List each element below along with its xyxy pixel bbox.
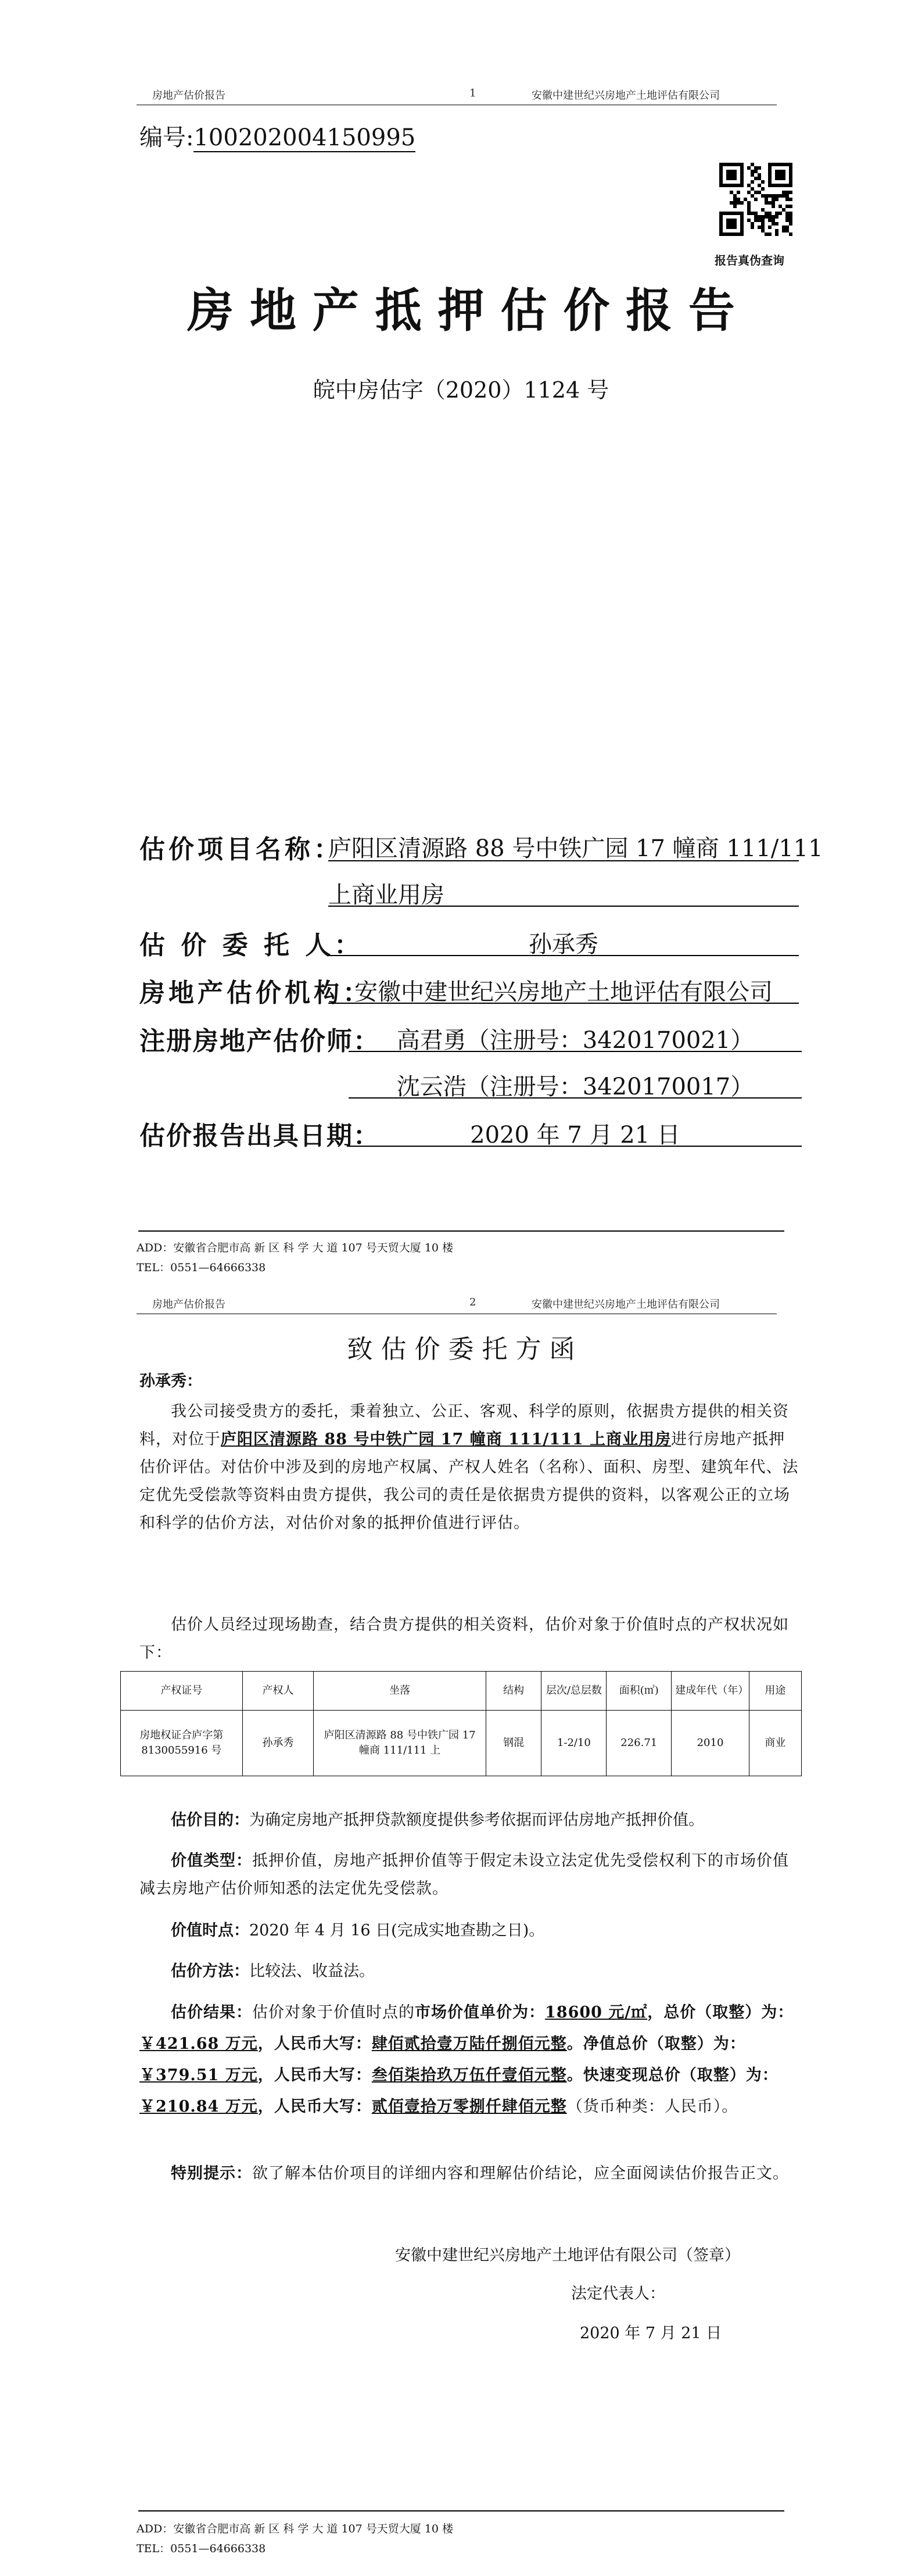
appraiser-2: 沈云浩（注册号：3420170017） [396, 1074, 754, 1100]
value-type-label: 价值类型： [171, 1852, 252, 1870]
col-use: 用途 [749, 1672, 801, 1711]
intro-text-a: 我公司接受贵方的委托，秉着独立、公正、客观、科学的原则，依据贵方提供的相关资料，对位于 [139, 1403, 789, 1448]
property-table [120, 1671, 802, 1776]
project-label: 估价项目名称： [139, 835, 343, 864]
qr-caption: 报告真伪查询 [715, 253, 784, 267]
survey-paragraph: 估价人员经过现场勘查，结合贵方提供的相关资料，估价对象于价值时点的产权状况如下： [139, 1616, 789, 1662]
footer-address: ADD：安徽省合肥市高 新 区 科 学 大 道 107 号天贸大厦 10 楼 [137, 2523, 454, 2535]
col-floor: 层次/总层数 [541, 1672, 607, 1711]
col-year: 建成年代（年） [672, 1672, 749, 1711]
project-underline-2 [328, 906, 799, 907]
project-value-line2: 上商业用房 [328, 882, 444, 908]
appraiser-2-underline [349, 1097, 802, 1099]
signature-representative: 法定代表人： [571, 2285, 665, 2303]
total-price: ￥421.68 万元 [139, 2035, 258, 2053]
table-row [121, 1711, 802, 1776]
col-structure: 结构 [486, 1672, 541, 1711]
appraiser-1: 高君勇（注册号：3420170021） [396, 1027, 754, 1054]
cell-floor: 1-2/10 [541, 1711, 607, 1776]
result-text: ，人民币大写： [257, 2098, 372, 2116]
appraiser-label: 注册房地产估价师： [139, 1026, 380, 1056]
agency-underline [328, 1003, 799, 1004]
unit-price: 18600 元/㎡ [545, 2003, 648, 2022]
total-price-words: 肆佰贰拾壹万陆仟捌佰元整 [371, 2035, 567, 2053]
cell-area: 226.71 [607, 1711, 672, 1776]
date-underline [349, 1146, 802, 1147]
date-value: 2020 年 7 月 21 日 [470, 1122, 680, 1149]
notice-text: 欲了解本估价项目的详细内容和理解估价结论，应全面阅读估价报告正文。 [252, 2164, 789, 2183]
intro-paragraph [139, 1398, 799, 1537]
qr-module [789, 232, 792, 236]
value-type-text: 抵押价值，房地产抵押价值等于假定未设立法定优先受偿权利下的市场价值减去房地产估价师知悉的法定优先受偿款。 [139, 1852, 789, 1898]
result-unit-label: 市场价值单价为： [415, 2003, 545, 2022]
agency-value: 安徽中建世纪兴房地产土地评估有限公司 [354, 979, 773, 1006]
signature-date: 2020 年 7 月 21 日 [580, 2324, 722, 2342]
client-value: 孙承秀 [529, 931, 598, 958]
purpose-paragraph [139, 1806, 799, 1834]
date-label: 估价报告出具日期： [139, 1121, 380, 1151]
net-price: ￥379.51 万元 [139, 2066, 258, 2084]
report-title: 房 地 产 抵 押 估 价 报 告 [187, 283, 735, 338]
value-date-label: 价值时点： [171, 1922, 249, 1940]
qr-code-image [719, 163, 792, 236]
result-text: 。净值总价（取整）为： [566, 2035, 746, 2053]
cell-year: 2010 [672, 1711, 749, 1776]
value-type-paragraph [139, 1847, 799, 1903]
cell-structure: 钢混 [486, 1711, 541, 1776]
footer-rule [138, 1230, 784, 1232]
footer-address: ADD：安徽省合肥市高 新 区 科 学 大 道 107 号天贸大厦 10 楼 [137, 1242, 454, 1254]
serial-label: 编号: [139, 124, 194, 151]
client-label: 估 价 委 托 人： [139, 931, 364, 960]
cell-owner: 孙承秀 [242, 1711, 314, 1776]
cell-cert: 房地权证合庐字第 8130055916 号 [121, 1711, 243, 1776]
serial-number [139, 119, 415, 152]
agency-label: 房地产估价机构： [139, 978, 372, 1008]
footer-rule [138, 2510, 784, 2511]
header-page-number: 1 [469, 87, 476, 99]
result-text: ，人民币大写： [257, 2066, 372, 2084]
intro-text-c: 进行房地产抵押估价评估。对估价中涉及到的房地产权属、产权人姓名（名称）、面积、房型、建筑年代、法定优先受偿款等资料由贵方提供，我公司的责任是依据贵方提供的资料，以客观公正的立场和科学的估价方法，对估价对象的抵押价值进行评估。 [139, 1430, 799, 1532]
notice-paragraph [139, 2160, 799, 2188]
purpose-label: 估价目的： [171, 1811, 249, 1829]
result-paragraph [139, 1997, 799, 2123]
cell-use: 商业 [749, 1711, 801, 1776]
col-cert: 产权证号 [121, 1672, 243, 1711]
col-location: 坐落 [314, 1672, 486, 1711]
result-text: ，总价（取整）为： [647, 2003, 794, 2022]
cell-location: 庐阳区清源路 88 号中铁广园 17 幢商 111/111 上 [314, 1711, 486, 1776]
header-right: 安徽中建世纪兴房地产土地评估有限公司 [532, 1298, 720, 1311]
result-text: 。快速变现总价（取整）为： [566, 2066, 779, 2084]
serial-value: 100202004150995 [193, 124, 416, 151]
header-left: 房地产估价报告 [152, 90, 225, 102]
result-text: ，人民币大写： [257, 2035, 372, 2053]
header-left: 房地产估价报告 [152, 1298, 225, 1311]
client-underline [328, 955, 799, 956]
currency-note: （货币种类：人民币）。 [566, 2098, 738, 2116]
method-text: 比较法、收益法。 [249, 1962, 375, 1980]
appraiser-1-underline [349, 1051, 802, 1052]
project-value-line1: 庐阳区清源路 88 号中铁广园 17 幢商 111/111 [328, 835, 823, 862]
footer-tel: TEL：0551—64666338 [137, 1261, 266, 1274]
notice-label: 特别提示： [171, 2164, 252, 2183]
value-date-paragraph [139, 1917, 799, 1945]
salutation: 孙承秀： [139, 1372, 202, 1390]
method-paragraph [139, 1958, 799, 1985]
header-page-number: 2 [469, 1296, 476, 1308]
table-header-row [121, 1672, 802, 1711]
letter-title: 致 估 价 委 托 方 函 [347, 1334, 575, 1364]
footer-tel: TEL：0551—64666338 [137, 2542, 266, 2555]
property-address: 庐阳区清源路 88 号中铁广园 17 幢商 111/111 上商业用房 [221, 1430, 672, 1448]
result-label: 估价结果： [171, 2003, 252, 2022]
method-label: 估价方法： [171, 1962, 249, 1980]
net-price-words: 叁佰柒拾玖万伍仟壹佰元整 [371, 2066, 567, 2084]
col-area: 面积(㎡) [607, 1672, 672, 1711]
quick-sale-price: ￥210.84 万元 [139, 2098, 258, 2116]
quick-sale-price-words: 贰佰壹拾万零捌仟肆佰元整 [371, 2098, 567, 2116]
col-owner: 产权人 [242, 1672, 314, 1711]
result-text: 估价对象于价值时点的 [252, 2003, 415, 2022]
qr-code[interactable] [719, 163, 792, 236]
signature-company: 安徽中建世纪兴房地产土地评估有限公司（签章） [395, 2246, 740, 2264]
purpose-text: 为确定房地产抵押贷款额度提供参考依据而评估房地产抵押价值。 [249, 1811, 704, 1829]
report-number: 皖中房估字（2020）1124 号 [313, 377, 609, 403]
value-date-text: 2020 年 4 月 16 日(完成实地查勘之日)。 [249, 1922, 545, 1940]
header-right: 安徽中建世纪兴房地产土地评估有限公司 [532, 90, 720, 102]
project-underline-1 [328, 860, 799, 861]
